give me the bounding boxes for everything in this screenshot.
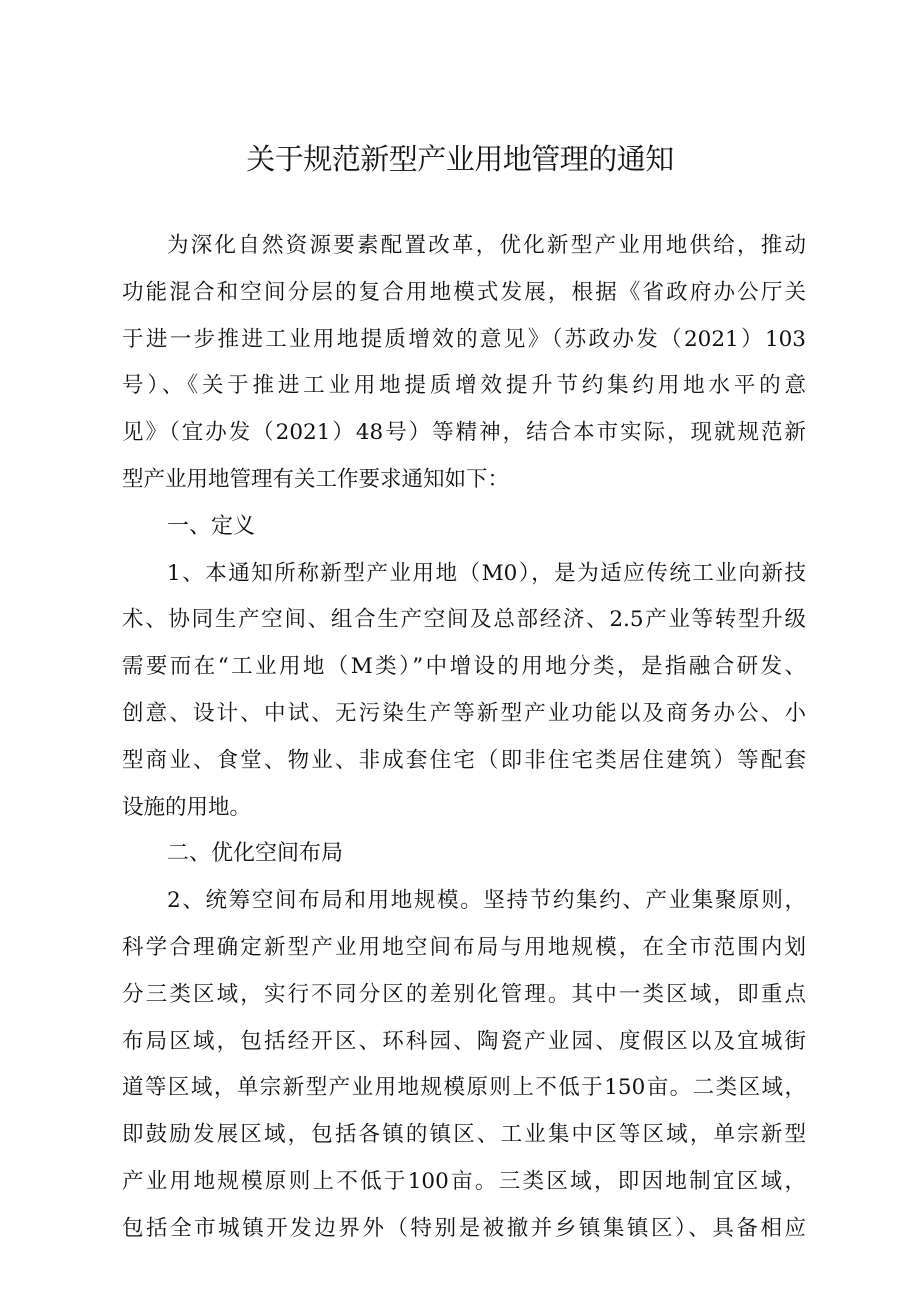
paragraph-line: 术、协同生产空间、组合生产空间及总部经济、2.5产业等转型升级 [122,607,806,633]
paragraph-line: 产业用地规模原则上不低于100亩。三类区域，即因地制宜区域， [122,1168,806,1194]
section-heading-definition: 一、定义 [167,513,256,539]
paragraph-line: 号）、《关于推进工业用地提质增效提升节约集约用地水平的意 [122,373,806,399]
paragraph-line: 布局区域，包括经开区、环科园、陶瓷产业园、度假区以及宜城街 [122,1028,806,1054]
paragraph-line: 2、统筹空间布局和用地规模。坚持节约集约、产业集聚原则， [167,888,806,914]
document-title: 关于规范新型产业用地管理的通知 [246,142,674,176]
paragraph-line: 科学合理确定新型产业用地空间布局与用地规模，在全市范围内划 [122,934,806,960]
paragraph-line: 功能混合和空间分层的复合用地模式发展，根据《省政府办公厅关 [122,279,806,305]
paragraph-line: 见》（宜办发（2021）48号）等精神，结合本市实际，现就规范新 [122,420,806,446]
paragraph-line: 包括全市城镇开发边界外（特别是被撤并乡镇集镇区）、具备相应 [122,1215,806,1241]
paragraph-line: 设施的用地。 [122,794,252,820]
paragraph-line: 道等区域，单宗新型产业用地规模原则上不低于150亩。二类区域， [122,1075,806,1101]
paragraph-line: 创意、设计、中试、无污染生产等新型产业功能以及商务办公、小 [122,700,806,726]
paragraph-line: 型商业、食堂、物业、非成套住宅（即非住宅类居住建筑）等配套 [122,747,806,773]
paragraph-line: 需要而在“工业用地（M类）”中增设的用地分类，是指融合研发、 [122,654,806,680]
paragraph-line: 为深化自然资源要素配置改革，优化新型产业用地供给，推动 [167,233,806,258]
paragraph-line: 即鼓励发展区域，包括各镇的镇区、工业集中区等区域，单宗新型 [122,1122,806,1148]
paragraph-line: 1、本通知所称新型产业用地（M0），是为适应传统工业向新技 [167,560,806,586]
section-heading-spatial-layout: 二、优化空间布局 [167,841,344,867]
paragraph-line: 型产业用地管理有关工作要求通知如下： [122,466,510,492]
document-body [122,223,806,1253]
paragraph-line: 于进一步推进工业用地提质增效的意见》（苏政办发（2021）103 [122,326,806,352]
paragraph-line: 分三类区域，实行不同分区的差别化管理。其中一类区域，即重点 [122,981,806,1007]
